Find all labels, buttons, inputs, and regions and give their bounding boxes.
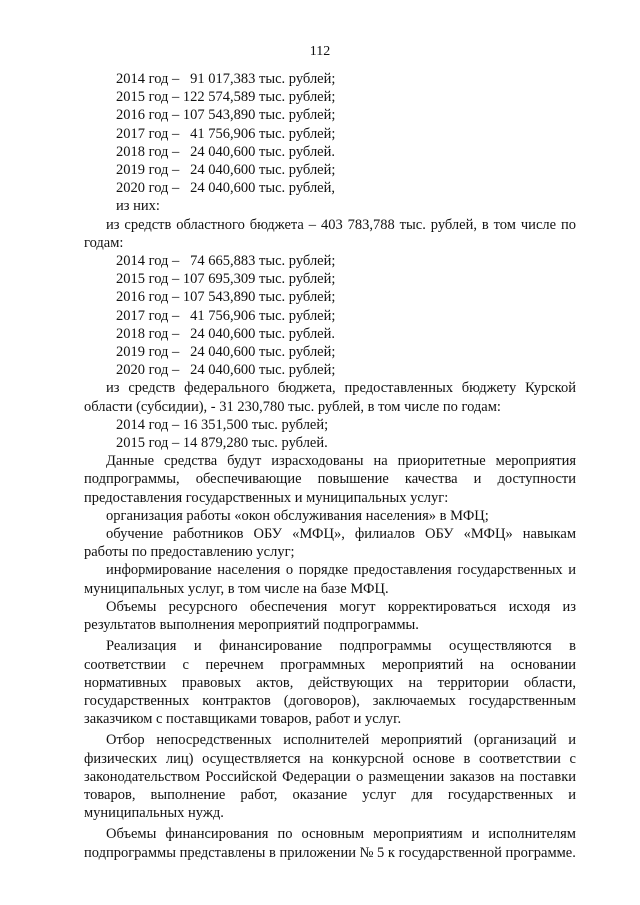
page-number: 112 (309, 44, 331, 59)
year-line-total-2020: 2020 год – 24 040,600 тыс. рублей, (116, 180, 336, 197)
activity-item-windows: организация работы «окон обслуживания населения» в МФЦ; (106, 507, 489, 524)
document-body (84, 70, 576, 862)
year-line-federal-2014: 2014 год – 16 351,500 тыс. рублей; (116, 416, 329, 433)
year-line-total-2017: 2017 год – 41 756,906 тыс. рублей; (116, 125, 336, 142)
year-line-regional-2016: 2016 год – 107 543,890 тыс. рублей; (116, 289, 336, 306)
implementation-paragraph: Реализация и финансирование подпрограммы осуществляются в соответствии с перечнем программных мероприятий на основании нормативных правовых актов, действующих на территории области, государственных контрактов (договоров), заключаемых государственным заказчиком с поставщиками товаров, работ и услуг. (84, 638, 576, 728)
year-line-federal-2015: 2015 год – 14 879,280 тыс. рублей. (116, 435, 328, 452)
subheading-of-which: из них: (116, 198, 160, 215)
financing-appendix-paragraph: Объемы финансирования по основным мероприятиям и исполнителям подпрограммы представлены в приложении № 5 к государственной программе. (84, 826, 576, 861)
year-line-total-2018: 2018 год – 24 040,600 тыс. рублей. (116, 143, 336, 160)
priority-activities-paragraph: Данные средства будут израсходованы на приоритетные мероприятия подпрограммы, обеспечивающие повышение качества и доступности предоставления государственных и муниципальных услуг: (84, 453, 576, 506)
year-line-regional-2018: 2018 год – 24 040,600 тыс. рублей. (116, 325, 336, 342)
year-line-total-2014: 2014 год – 91 017,383 тыс. рублей; (116, 71, 336, 87)
activity-item-training: обучение работников ОБУ «МФЦ», филиалов ОБУ «МФЦ» навыкам работы по предоставлению услуг; (84, 526, 576, 561)
resource-adjustment-paragraph: Объемы ресурсного обеспечения могут корректироваться исходя из результатов выполнения мероприятий подпрограммы. (84, 598, 576, 634)
year-line-regional-2014: 2014 год – 74 665,883 тыс. рублей; (116, 253, 336, 270)
activity-item-informing: информирование населения о порядке предоставления государственных и муниципальных услуг, в том числе на базе МФЦ. (84, 562, 576, 597)
year-line-total-2015: 2015 год – 122 574,589 тыс. рублей; (116, 89, 336, 106)
year-line-total-2019: 2019 год – 24 040,600 тыс. рублей; (116, 162, 336, 179)
year-line-regional-2017: 2017 год – 41 756,906 тыс. рублей; (116, 307, 336, 324)
year-line-regional-2019: 2019 год – 24 040,600 тыс. рублей; (116, 344, 336, 361)
contractor-selection-paragraph: Отбор непосредственных исполнителей мероприятий (организаций и физических лиц) осуществляется на конкурсной основе в соответствии с законодательством Российской Федерации о размещении заказов на поставки товаров, выполнение работ, оказание услуг для государственных и муниципальных нужд. (84, 732, 576, 822)
regional-budget-paragraph: из средств областного бюджета – 403 783,788 тыс. рублей, в том числе по годам: (84, 216, 576, 251)
federal-budget-paragraph: из средств федерального бюджета, предоставленных бюджету Курской области (субсидии), - 31 230,780 тыс. рублей, в том числе по годам: (84, 380, 576, 415)
year-line-total-2016: 2016 год – 107 543,890 тыс. рублей; (116, 107, 336, 124)
year-line-regional-2020: 2020 год – 24 040,600 тыс. рублей; (116, 362, 336, 379)
year-line-regional-2015: 2015 год – 107 695,309 тыс. рублей; (116, 271, 336, 288)
